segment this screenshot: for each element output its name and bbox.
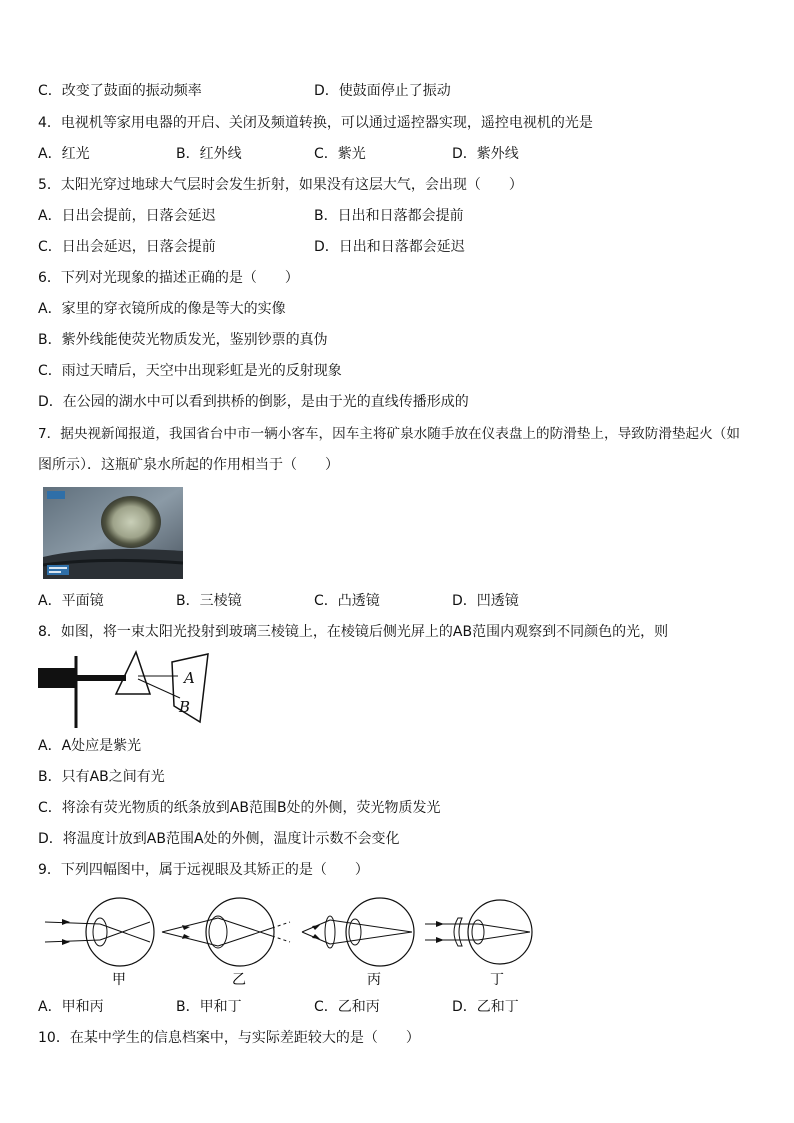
label-a: A (184, 669, 195, 687)
q6-option-a: A．家里的穿衣镜所成的像是等大的实像 (38, 301, 286, 317)
q3-option-c: C．改变了鼓面的振动频率 (38, 83, 202, 99)
q8-stem: 8．如图，将一束太阳光投射到玻璃三棱镜上，在棱镜后侧光屏上的AB范围内观察到不同颜色的光，则 (38, 624, 669, 640)
q9-option-d: D．乙和丁 (452, 999, 519, 1015)
eye-diagram-jia (45, 898, 154, 988)
q8-option-a: A．A处应是紫光 (38, 738, 142, 754)
q6-option-b: B．紫外线能使荧光物质发光，鉴别钞票的真伪 (38, 332, 328, 348)
light-beam (76, 675, 126, 681)
q5-stem: 5．太阳光穿过地球大气层时会发生折射，如果没有这层大气，会出现（ ） (38, 177, 523, 193)
q6-option-c: C．雨过天晴后，天空中出现彩虹是光的反射现象 (38, 363, 342, 379)
label-b: B (179, 698, 191, 716)
q4-option-b: B．红外线 (176, 146, 242, 162)
q7-option-b: B．三棱镜 (176, 593, 242, 609)
q10-stem: 10．在某中学生的信息档案中，与实际差距较大的是（ ） (38, 1030, 420, 1046)
eye-diagram-bing (302, 898, 414, 988)
q4-option-d: D．紫外线 (452, 146, 519, 162)
car-dashboard-photo (43, 487, 183, 579)
q5-option-a: A．日出会提前，日落会延迟 (38, 208, 216, 224)
q4-stem: 4．电视机等家用电器的开启、关闭及频道转换，可以通过遥控器实现，遥控电视机的光是 (38, 115, 593, 131)
eye-diagram-ding (425, 900, 532, 988)
q7-stem-line1: 7．据央视新闻报道，我国省台中市一辆小客车，因车主将矿泉水随手放在仪表盘上的防滑垫上，导致防滑垫起火（如 (38, 426, 740, 442)
eye-diagrams (40, 884, 540, 994)
q9-option-b: B．甲和丁 (176, 999, 242, 1015)
q4-option-a: A．红光 (38, 146, 90, 162)
q9-option-c: C．乙和丙 (314, 999, 380, 1015)
q8-option-d: D．将温度计放到AB范围A处的外侧，温度计示数不会变化 (38, 831, 400, 847)
q6-option-d: D．在公园的湖水中可以看到拱桥的倒影，是由于光的直线传播形成的 (38, 394, 469, 410)
q7-stem-line2: 图所示）．这瓶矿泉水所起的作用相当于（ ） (38, 457, 339, 473)
eye-diagram-yi (162, 898, 290, 988)
q6-stem: 6．下列对光现象的描述正确的是（ ） (38, 270, 299, 286)
label-ding: 丁 (490, 972, 504, 988)
q9-option-a: A．甲和丙 (38, 999, 104, 1015)
label-yi: 乙 (232, 972, 246, 988)
q8-option-c: C．将涂有荧光物质的纸条放到AB范围B处的外侧，荧光物质发光 (38, 800, 441, 816)
label-jia: 甲 (112, 972, 126, 988)
prism-diagram (38, 648, 213, 730)
q5-option-b: B．日出和日落都会提前 (314, 208, 464, 224)
q7-option-c: C．凸透镜 (314, 593, 380, 609)
q4-option-c: C．紫光 (314, 146, 366, 162)
q7-option-a: A．平面镜 (38, 593, 104, 609)
q3-option-d: D．使鼓面停止了振动 (314, 83, 451, 99)
light-source (38, 668, 76, 688)
q8-option-b: B．只有AB之间有光 (38, 769, 165, 785)
q5-option-d: D．日出和日落都会延迟 (314, 239, 465, 255)
q9-stem: 9．下列四幅图中，属于远视眼及其矫正的是（ ） (38, 862, 369, 878)
q7-option-d: D．凹透镜 (452, 593, 519, 609)
q5-option-c: C．日出会延迟，日落会提前 (38, 239, 216, 255)
label-bing: 丙 (367, 972, 381, 988)
glass-prism (116, 652, 150, 694)
